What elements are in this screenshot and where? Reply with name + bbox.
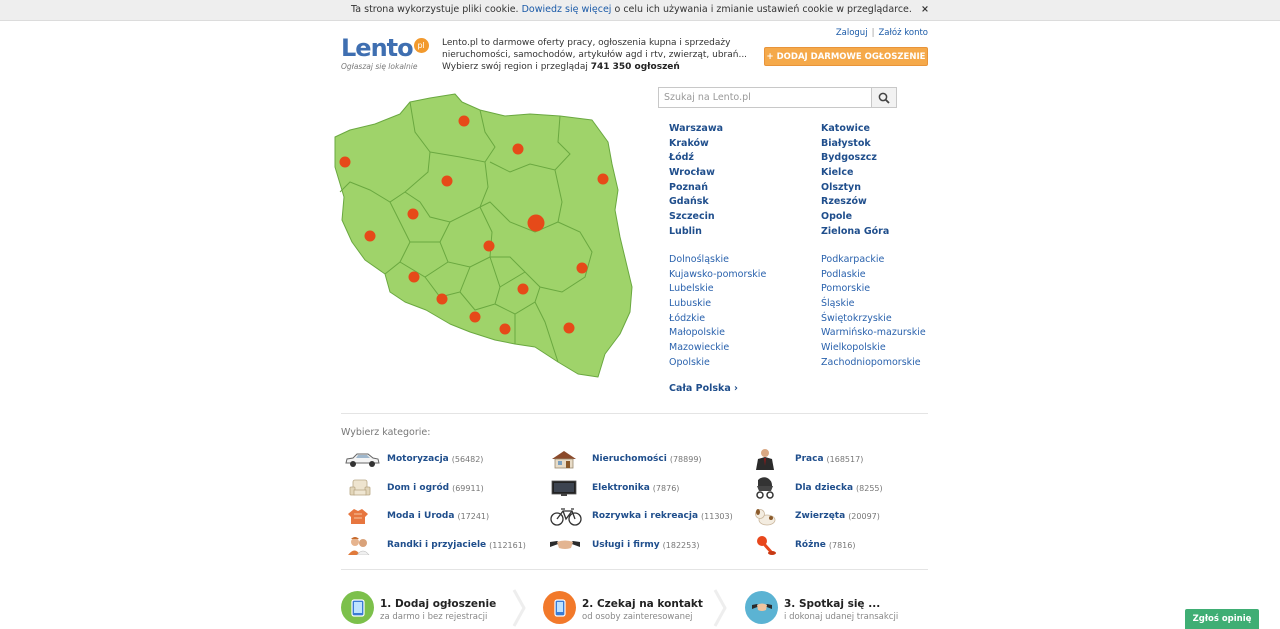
cities-list-right bbox=[821, 122, 889, 240]
chevron-right-icon bbox=[713, 588, 727, 628]
city-link[interactable]: Lublin bbox=[669, 225, 702, 237]
city-link[interactable]: Opole bbox=[821, 211, 853, 223]
armchair-icon bbox=[344, 478, 380, 498]
account-links bbox=[836, 28, 928, 38]
map-dot-poznan bbox=[408, 209, 419, 220]
category-name: Nieruchomości bbox=[592, 454, 667, 464]
category-count: (69911) bbox=[452, 483, 484, 493]
region-link[interactable]: Kujawsko-pomorskie bbox=[669, 268, 767, 280]
category-count: (78899) bbox=[669, 454, 702, 464]
region-link[interactable]: Małopolskie bbox=[669, 327, 725, 339]
map-dot-gdansk bbox=[459, 116, 470, 127]
category-dom-i-ogrod[interactable] bbox=[344, 478, 484, 498]
intro-line: Lento.pl to darmowe oferty pracy, ogłoszenia kupna i sprzedaży bbox=[442, 38, 731, 48]
region-link[interactable]: Świętokrzyskie bbox=[821, 312, 892, 324]
search-box bbox=[658, 87, 897, 108]
couple-icon bbox=[344, 535, 380, 555]
car-icon bbox=[344, 449, 380, 469]
map-dot-opole bbox=[437, 294, 448, 305]
category-name: Dla dziecka bbox=[795, 483, 854, 493]
category-elektronika[interactable] bbox=[549, 478, 679, 498]
stroller-icon bbox=[752, 478, 788, 498]
search-button[interactable] bbox=[872, 87, 897, 108]
region-link[interactable]: Warmińsko-mazurskie bbox=[821, 327, 926, 339]
city-link[interactable]: Poznań bbox=[669, 181, 708, 193]
divider bbox=[341, 569, 928, 570]
cookie-more-link[interactable]: Dowiedz się więcej bbox=[521, 4, 612, 15]
map-dot-kielce bbox=[518, 284, 529, 295]
category-randki[interactable] bbox=[344, 535, 526, 555]
dog-icon bbox=[752, 506, 788, 526]
step-add-listing bbox=[341, 591, 496, 627]
step-subtitle: za darmo i bez rejestracji bbox=[380, 612, 488, 622]
region-link[interactable]: Lubuskie bbox=[669, 298, 712, 310]
region-link[interactable]: Zachodniopomorskie bbox=[821, 356, 921, 368]
map-dot-bydgoszcz bbox=[442, 176, 453, 187]
category-name: Zwierzęta bbox=[795, 511, 846, 521]
region-link[interactable]: Podlaskie bbox=[821, 268, 866, 280]
city-link[interactable]: Szczecin bbox=[669, 211, 715, 223]
category-count: (7876) bbox=[652, 483, 680, 493]
handshake-icon bbox=[745, 591, 778, 624]
category-name: Randki i przyjaciele bbox=[387, 540, 487, 550]
map-dot-wroclaw bbox=[409, 272, 420, 283]
category-name: Praca bbox=[795, 454, 824, 464]
step-title: 3. Spotkaj się ... bbox=[784, 598, 881, 610]
handshake-icon bbox=[549, 535, 585, 555]
city-link[interactable]: Gdańsk bbox=[669, 196, 709, 208]
businessman-icon bbox=[752, 449, 788, 469]
intro-text bbox=[442, 37, 752, 73]
add-listing-button[interactable]: + DODAJ DARMOWE OGŁOSZENIE bbox=[764, 47, 928, 66]
region-link[interactable]: Śląskie bbox=[821, 298, 855, 310]
map-outline bbox=[335, 94, 632, 377]
category-motoryzacja[interactable] bbox=[344, 449, 483, 469]
city-link[interactable]: Rzeszów bbox=[821, 196, 867, 208]
category-praca[interactable] bbox=[752, 449, 863, 469]
cities-list-left bbox=[669, 122, 723, 240]
category-name: Dom i ogród bbox=[387, 483, 450, 493]
step-title: 2. Czekaj na kontakt bbox=[582, 598, 703, 610]
category-rozne[interactable] bbox=[752, 535, 855, 555]
regions-list-left bbox=[669, 253, 766, 371]
category-nieruchomosci[interactable] bbox=[549, 449, 702, 469]
category-count: (182253) bbox=[662, 540, 700, 550]
category-dla-dziecka[interactable] bbox=[752, 478, 883, 498]
clothes-icon bbox=[344, 506, 380, 526]
city-link[interactable]: Białystok bbox=[821, 137, 871, 149]
category-name: Usługi i firmy bbox=[592, 540, 660, 550]
city-link[interactable]: Kraków bbox=[669, 137, 709, 149]
house-icon bbox=[549, 449, 585, 469]
category-moda-i-uroda[interactable] bbox=[344, 506, 489, 526]
listing-count: 741 350 ogłoszeń bbox=[590, 62, 680, 72]
map-dot-lodz bbox=[484, 241, 495, 252]
step-subtitle: i dokonaj udanej transakcji bbox=[784, 612, 899, 622]
intro-line bbox=[442, 61, 752, 73]
login-link[interactable]: Zaloguj bbox=[835, 28, 868, 38]
category-zwierzeta[interactable] bbox=[752, 506, 880, 526]
separator: | bbox=[871, 28, 875, 38]
logo-tagline: Ogłaszaj się lokalnie bbox=[341, 62, 418, 71]
feedback-button[interactable]: Zgłoś opinię bbox=[1185, 609, 1259, 629]
category-count: (56482) bbox=[451, 454, 484, 464]
city-link[interactable]: Wrocław bbox=[669, 167, 715, 179]
city-link[interactable]: Katowice bbox=[821, 123, 870, 134]
region-link[interactable]: Dolnośląskie bbox=[669, 254, 729, 265]
logo-badge: pl bbox=[414, 38, 429, 53]
step-wait-contact bbox=[543, 591, 703, 627]
category-count: (7816) bbox=[828, 540, 856, 550]
city-link[interactable]: Bydgoszcz bbox=[821, 152, 877, 164]
bicycle-icon bbox=[549, 506, 585, 526]
logo[interactable] bbox=[341, 35, 431, 75]
poland-map[interactable] bbox=[330, 92, 635, 382]
search-icon bbox=[878, 92, 890, 104]
category-name: Motoryzacja bbox=[387, 454, 449, 464]
map-dot-krakow bbox=[500, 324, 511, 335]
region-link[interactable]: Łódzkie bbox=[669, 312, 706, 324]
city-link[interactable]: Warszawa bbox=[669, 123, 724, 134]
category-count: (20097) bbox=[848, 511, 880, 521]
city-link[interactable]: Kielce bbox=[821, 167, 854, 179]
step-meet bbox=[745, 591, 898, 627]
register-link[interactable]: Załóż konto bbox=[878, 28, 928, 38]
region-link[interactable]: Mazowieckie bbox=[669, 342, 730, 354]
category-name: Rozrywka i rekreacja bbox=[592, 511, 699, 521]
map-dot-bialystok bbox=[598, 174, 609, 185]
categories-title: Wybierz kategorie: bbox=[341, 427, 431, 438]
tv-icon bbox=[549, 478, 585, 498]
category-name: Moda i Uroda bbox=[387, 511, 455, 521]
intro-line: nieruchomości, samochodów, artykułów agd i rtv, zwierząt, ubrań... bbox=[442, 50, 748, 60]
category-count: (17241) bbox=[457, 511, 490, 521]
region-link[interactable]: Opolskie bbox=[669, 356, 710, 368]
cookie-bar bbox=[0, 0, 1280, 21]
region-link[interactable]: Pomorskie bbox=[821, 283, 871, 295]
category-count: (11303) bbox=[701, 511, 733, 521]
cookie-text-after: o celu ich używania i zmianie ustawień cookie w przeglądarce. bbox=[614, 4, 912, 15]
pin-icon bbox=[752, 535, 788, 555]
category-count: (8255) bbox=[856, 483, 883, 493]
map-dot-warszawa bbox=[528, 215, 545, 232]
region-link[interactable]: Lubelskie bbox=[669, 283, 714, 295]
map-dot-zielona-gora bbox=[365, 231, 376, 242]
category-name: Różne bbox=[795, 540, 826, 550]
phone-icon bbox=[543, 591, 576, 624]
logo-word: Lento bbox=[341, 34, 413, 62]
map-dot-olsztyn bbox=[513, 144, 524, 155]
search-input[interactable] bbox=[658, 87, 872, 108]
map-dot-katowice bbox=[470, 312, 481, 323]
category-count: (112161) bbox=[489, 540, 526, 550]
step-title: 1. Dodaj ogłoszenie bbox=[380, 598, 497, 610]
category-rozrywka[interactable] bbox=[549, 506, 733, 526]
chevron-right-icon bbox=[512, 588, 526, 628]
intro-line-prefix: Wybierz swój region i przeglądaj bbox=[442, 62, 588, 72]
map-dot-rzeszow bbox=[564, 323, 575, 334]
city-link[interactable]: Olsztyn bbox=[821, 181, 862, 193]
close-icon[interactable]: × bbox=[920, 4, 929, 15]
cookie-text: Ta strona wykorzystuje pliki cookie. bbox=[351, 4, 519, 15]
region-link[interactable]: Podkarpackie bbox=[821, 254, 885, 265]
category-count: (168517) bbox=[826, 454, 864, 464]
region-link[interactable]: Wielkopolskie bbox=[821, 342, 886, 354]
city-link[interactable]: Łódź bbox=[669, 152, 694, 164]
map-dot-lublin bbox=[577, 263, 588, 274]
category-name: Elektronika bbox=[592, 483, 650, 493]
whole-country-link[interactable]: Cała Polska › bbox=[669, 383, 738, 394]
category-uslugi[interactable] bbox=[549, 535, 699, 555]
divider bbox=[341, 413, 928, 414]
tablet-icon bbox=[341, 591, 374, 624]
step-subtitle: od osoby zainteresowanej bbox=[582, 612, 693, 622]
map-dot-szczecin bbox=[340, 157, 351, 168]
city-link[interactable]: Zielona Góra bbox=[821, 225, 890, 237]
regions-list-right bbox=[821, 253, 926, 371]
